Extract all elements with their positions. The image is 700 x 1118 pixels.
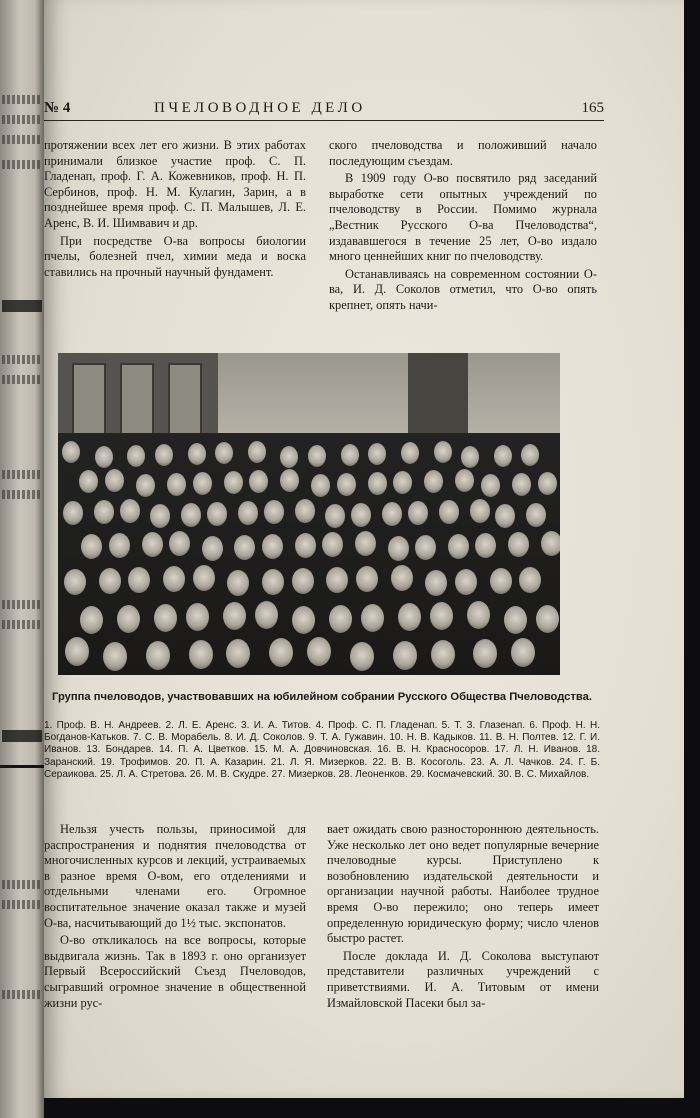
- person-face: [280, 446, 298, 468]
- paragraph: вает ожидать свою разностороннюю деятельность. Уже несколько лет оно ведет популярные вечерние пчеловодные курсы. Приступлено к возобновлению издательской деятельности и организации научной работы. Наиболее трудное время О-во пережило; оно теперь имеет определенную юридическую форму; число членов быстро растет.: [327, 822, 599, 946]
- person-face: [350, 642, 374, 671]
- person-face: [193, 472, 212, 495]
- group-photo: [58, 353, 560, 675]
- person-face: [430, 602, 453, 630]
- person-face: [475, 533, 496, 558]
- paragraph: Останавливаясь на современном состоянии О-ва, И. Д. Соколов отметил, что О-во опять крепнет, опять начи-: [329, 266, 597, 312]
- person-face: [401, 442, 419, 464]
- person-face: [109, 533, 130, 558]
- person-face: [388, 536, 409, 561]
- person-face: [541, 531, 560, 556]
- person-face: [341, 444, 359, 466]
- column-bottom-right: [327, 822, 599, 1013]
- person-face: [356, 566, 378, 592]
- person-face: [94, 500, 114, 524]
- person-face: [461, 446, 479, 468]
- person-face: [368, 443, 386, 465]
- person-face: [415, 535, 436, 560]
- person-face: [511, 638, 535, 667]
- paragraph: После доклада И. Д. Соколова выступают представители различных учреждений с приветствиями. И. А. Титовым от имени Измайловской Пасеки был за-: [327, 948, 599, 1010]
- person-face: [295, 499, 315, 523]
- running-header: [44, 98, 604, 121]
- person-face: [448, 534, 469, 559]
- person-face: [186, 603, 209, 631]
- person-face: [154, 604, 177, 632]
- person-face: [128, 567, 150, 593]
- person-face: [519, 567, 541, 593]
- page-number: 165: [581, 100, 604, 116]
- person-face: [382, 502, 402, 526]
- person-face: [65, 637, 89, 666]
- person-face: [193, 565, 215, 591]
- person-face: [64, 569, 86, 595]
- person-face: [393, 471, 412, 494]
- column-bottom-left: [44, 822, 306, 1013]
- person-face: [536, 605, 559, 633]
- person-face: [248, 441, 266, 463]
- person-face: [238, 501, 258, 525]
- person-face: [189, 640, 213, 669]
- names-text: 1. Проф. В. Н. Андреев. 2. Л. Е. Аренс. 3. И. А. Титов. 4. Проф. С. П. Гладенап. 5. Т. З. Глазенап. 6. Проф. Н. Н. Богданов-Катьков. 7. С. В. Морабель. 8. И. Д. Соколов. 9. Т. А. Гужавин. 10. Н. В. Кадыков. 11. В. Н. Полтев. 12. Г. И. Иванов. 13. Бондарев. 14. П. А. Цветков. 15. М. А. Довчиновская. 16. В. Н. Красносоров. 17. Л. Н. Иванов. 18. Заранский. 19. Трофимов. 20. П. А. Казарин. 21. Л. Я. Мизерков. 22. В. В. Косоголь. 23. А. Л. Чачков. 24. Г. Б. Сераикова. 25. Л. А. Стретова. 26. М. В. Скудре. 27. Мизерков. 28. Леоненков. 29. Космачевский. 30. В. С. Михайлов.: [44, 720, 600, 780]
- person-face: [326, 567, 348, 593]
- person-face: [398, 603, 421, 631]
- person-face: [538, 472, 557, 495]
- person-face: [234, 535, 255, 560]
- person-face: [249, 470, 268, 493]
- person-face: [269, 638, 293, 667]
- person-face: [425, 570, 447, 596]
- person-face: [355, 531, 376, 556]
- person-face: [504, 606, 527, 634]
- person-face: [311, 474, 330, 497]
- person-face: [431, 640, 455, 669]
- person-face: [470, 499, 490, 523]
- person-face: [408, 501, 428, 525]
- person-face: [494, 445, 512, 467]
- column-top-right: [329, 138, 597, 316]
- person-face: [424, 470, 443, 493]
- person-face: [202, 536, 223, 561]
- person-face: [512, 473, 531, 496]
- paragraph: Нельзя учесть пользы, приносимой для распространения и поднятия пчеловодства от многочисленных курсов и лекций, устраиваемых в разное время О-вом, его отделениями и отдельными членами его. Огромное воспитательное значение оказал также и музей О-ва, насчитывающий до 1½ тыс. экспонатов.: [44, 822, 306, 930]
- person-face: [80, 606, 103, 634]
- person-face: [163, 566, 185, 592]
- person-face: [117, 605, 140, 633]
- person-face: [81, 534, 102, 559]
- person-face: [393, 641, 417, 670]
- person-face: [308, 445, 326, 467]
- person-face: [255, 601, 278, 629]
- person-face: [155, 444, 173, 466]
- person-face: [79, 470, 98, 493]
- paragraph: протяжении всех лет его жизни. В этих работах принимали близкое участие проф. С. П. Гладенап, проф. Г. А. Кожевников, проф. Н. П. Сербинов, проф. Н. М. Кулагин, Зарин, а в позднейшее время проф. С. П. Малышев, Л. Е. Аренс, В. И. Шимвавич и др.: [44, 138, 306, 230]
- person-face: [136, 474, 155, 497]
- person-face: [325, 504, 345, 528]
- person-face: [215, 442, 233, 464]
- person-face: [490, 568, 512, 594]
- person-face: [495, 504, 515, 528]
- person-face: [391, 565, 413, 591]
- person-face: [434, 441, 452, 463]
- paragraph: О-во откликалось на все вопросы, которые выдвигала жизнь. Так в 1893 г. оно организует Первый Всероссийский Съезд Пчеловодов, сыгравший огромное значение в общественной жизни рус-: [44, 933, 306, 1010]
- person-face: [142, 532, 163, 557]
- previous-page-edge: [0, 0, 44, 1118]
- person-face: [181, 503, 201, 527]
- person-face: [307, 637, 331, 666]
- person-face: [146, 641, 170, 670]
- person-face: [329, 605, 352, 633]
- person-face: [262, 534, 283, 559]
- person-face: [322, 532, 343, 557]
- person-face: [169, 531, 190, 556]
- person-face: [262, 569, 284, 595]
- person-face: [455, 569, 477, 595]
- person-face: [481, 474, 500, 497]
- person-face: [99, 568, 121, 594]
- person-face: [127, 445, 145, 467]
- paragraph: ского пчеловодства и положивший начало последующим съездам.: [329, 138, 597, 168]
- person-face: [226, 639, 250, 668]
- person-face: [223, 602, 246, 630]
- person-face: [292, 568, 314, 594]
- person-face: [351, 503, 371, 527]
- photo-names-list: [44, 720, 600, 781]
- person-face: [337, 473, 356, 496]
- person-face: [167, 473, 186, 496]
- person-face: [455, 469, 474, 492]
- person-face: [467, 601, 490, 629]
- person-face: [264, 500, 284, 524]
- person-face: [224, 471, 243, 494]
- issue-number: № 4: [44, 100, 71, 116]
- person-face: [368, 472, 387, 495]
- person-face: [103, 642, 127, 671]
- person-face: [95, 446, 113, 468]
- person-face: [150, 504, 170, 528]
- paragraph: В 1909 году О-во посвятило ряд заседаний выработке сети опытных учреждений по пчеловодству в России. Помимо журнала „Вестник Русского О-ва Пчеловодства“, издававшегося в течение 25 лет, О-во издало много ценнейших книг по пчеловодству.: [329, 171, 597, 264]
- person-face: [207, 502, 227, 526]
- journal-title: ПЧЕЛОВОДНОЕ ДЕЛО: [154, 100, 366, 116]
- person-face: [473, 639, 497, 668]
- photo-caption: Группа пчеловодов, участвовавших на юбилейном собрании Русского Общества Пчеловодства.: [52, 691, 592, 703]
- person-face: [120, 499, 140, 523]
- person-face: [295, 533, 316, 558]
- person-face: [508, 532, 529, 557]
- person-face: [292, 606, 315, 634]
- photo-crowd: [58, 433, 560, 675]
- person-face: [521, 444, 539, 466]
- person-face: [105, 469, 124, 492]
- paragraph: При посредстве О-ва вопросы биологии пчелы, болезней пчел, химии меда и воска ставились на прочный научный фундамент.: [44, 233, 306, 279]
- person-face: [280, 469, 299, 492]
- person-face: [439, 500, 459, 524]
- person-face: [227, 570, 249, 596]
- journal-page: [44, 0, 684, 1098]
- person-face: [62, 441, 80, 463]
- person-face: [361, 604, 384, 632]
- person-face: [188, 443, 206, 465]
- column-top-left: [44, 138, 306, 282]
- person-face: [63, 501, 83, 525]
- person-face: [526, 503, 546, 527]
